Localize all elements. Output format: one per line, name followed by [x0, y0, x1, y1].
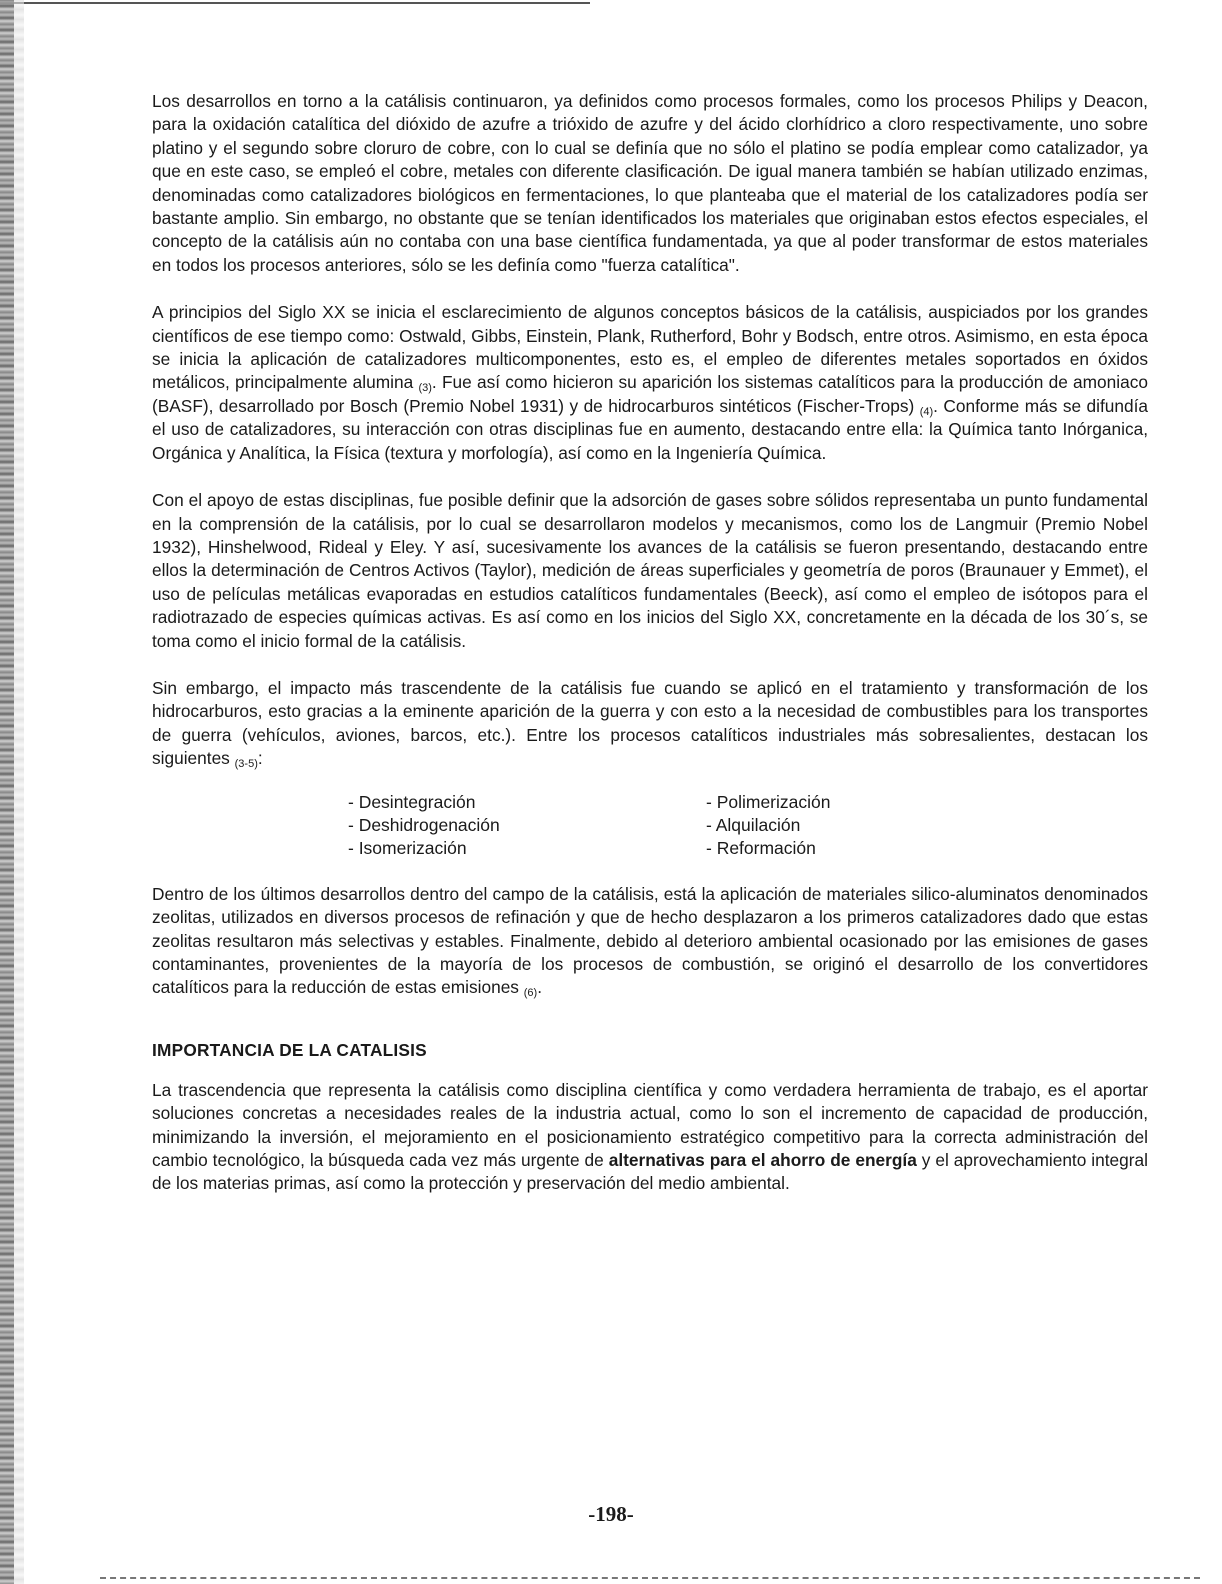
process-list-left [348, 791, 706, 861]
paragraph-5-text-a: Dentro de los últimos desarrollos dentro del campo de la catálisis, está la aplicación de materiales silico-aluminatos denominados zeolitas, utilizados en diversos procesos de refinación y que de hecho desplazaron a los primeros catalizadores dado que estas zeolitas resultaron más selectivas y estables. Finalmente, debido al deterioro ambiental ocasionado por las emisiones de gases contaminantes, provenientes de la mayoría de los procesos de combustión, se originó el desarrollo de los convertidores catalíticos para la reducción de estas emisiones [152, 883, 1148, 998]
paragraph-3: Con el apoyo de estas disciplinas, fue posible definir que la adsorción de gases sobre sólidos representaba un punto fundamental en la comprensión de la catálisis, por lo cual se desarrollaron modelos y mecanismos, como los de Langmuir (Premio Nobel 1932), Hinshelwood, Rideal y Eley. Y así, sucesivamente los avances de la catálisis se fueron presentando, destacando entre ellos la determinación de Centros Activos (Taylor), medición de áreas superficiales y geometría de poros (Braunauer y Emmet), el uso de películas metálicas evaporadas en estudios catalíticos fundamentales (Beeck), así como el empleo de isótopos para el radiotrazado de especies químicas activas. Es así como en los inicios del Siglo XX, concretamente en la década de los 30´s, se toma como el inicio formal de la catálisis. [152, 490, 1148, 651]
paragraph-2-text-a: A principios del Siglo XX se inicia el esclarecimiento de algunos conceptos básicos de la catálisis, auspiciados por los grandes científicos de ese tiempo como: Ostwald, Gibbs, Einstein, Plank, Rutherford, Bohr y Bodsch, entre otros. Asimismo, en esta época se inicia la aplicación de catalizadores multicomponentes, esto es, el empleo de diferentes metales soportados en óxidos metálicos, principalmente alumina [152, 302, 1148, 393]
paragraph-6-text-a: La trascendencia que representa la catálisis como disciplina científica y como verdadera herramienta de trabajo, es el aportar soluciones concretas a necesidades reales de la industria actual, como lo son el incremento de capacidad de producción, minimizando la inversión, el mejoramiento en el posicionamiento estratégico competitivo para la correcta administración del cambio tecnológico, la búsqueda cada vez más urgente de [152, 1079, 1148, 1171]
paragraph-6-text-b: y el aprovechamiento integral de los materias primas, así como la protección y preservación del medio ambiental. [152, 1150, 1148, 1194]
top-rule [0, 2, 590, 4]
list-item: - Isomerización [348, 838, 467, 859]
citation-3: (3) [418, 382, 432, 395]
paragraph-6 [152, 1079, 1148, 1196]
paragraph-1: Los desarrollos en torno a la catálisis continuaron, ya definidos como procesos formales, como los procesos Philips y Deacon, para la oxidación catalítica del dióxido de azufre a trióxido de azufre y del ácido clorhídrico a cloro respectivamente, uno sobre platino y el segundo sobre cloruro de cobre, con lo cual se definía que no sólo el platino se podía emplear como catalizador, ya que en este caso, se empleó el cobre, metales con diferente clasificación. De igual manera también se habían utilizado enzimas, denominadas como catalizadores biológicos en fermentaciones, lo que planteaba que el material de los catalizadores podía ser bastante amplio. Sin embargo, no obstante que se tenían identificados los materiales que originaban estos efectos especiales, el concepto de la catálisis aún no contaba con una base científica fundamentada, ya que al poder transformar de estos materiales en todos los procesos anteriores, sólo se les definía como "fuerza catalítica". [152, 91, 1148, 275]
list-item: - Desintegración [348, 791, 476, 812]
paragraph-2 [152, 301, 1148, 465]
document-body [152, 90, 1148, 1220]
paragraph-2-text-b: . Fue así como hicieron su aparición los sistemas catalíticos para la producción de amoniaco (BASF), desarrollado por Bosch (Premio Nobel 1931) y de hidrocarburos sintéticos (Fischer-Trops) [152, 372, 1148, 416]
paragraph-5-text-b: . [537, 977, 543, 998]
process-list-right [706, 791, 830, 861]
page-number: -198- [588, 1502, 634, 1526]
citation-6: (6) [523, 987, 538, 1000]
list-item: - Polimerización [706, 791, 831, 812]
citation-3-5: (3-5) [234, 758, 258, 771]
list-item: - Reformación [706, 838, 816, 859]
paragraph-5 [152, 883, 1148, 1000]
paragraph-4 [152, 677, 1148, 771]
paragraph-2-text-c: . Conforme más se difundía el uso de catalizadores, su interacción con otras disciplinas fue en aumento, destacando entre ella: la Química tanto Inórganica, Orgánica y Analítica, la Física (textura y morfología), así como en la Ingeniería Química. [152, 395, 1149, 463]
citation-4: (4) [919, 405, 934, 418]
scan-edge-shadow [14, 0, 24, 1584]
list-item: - Alquilación [706, 814, 801, 835]
paragraph-4-text-b: : [257, 748, 263, 769]
section-title: IMPORTANCIA DE LA CATALISIS [152, 1039, 427, 1060]
paragraph-6-bold-phrase: alternativas para el ahorro de energía [608, 1150, 917, 1171]
bottom-rule [100, 1577, 1200, 1580]
list-item: - Deshidrogenación [348, 814, 500, 835]
process-list [152, 791, 1148, 861]
scan-edge [0, 0, 14, 1584]
paragraph-4-text-a: Sin embargo, el impacto más trascendente de la catálisis fue cuando se aplicó en el tratamiento y transformación de los hidrocarburos, esto gracias a la eminente aparición de la guerra y con esto a la necesidad de combustibles para los transportes de guerra (vehículos, aviones, barcos, etc.). Entre los procesos catalíticos industriales más sobresalientes, destacan los siguientes [152, 677, 1148, 769]
